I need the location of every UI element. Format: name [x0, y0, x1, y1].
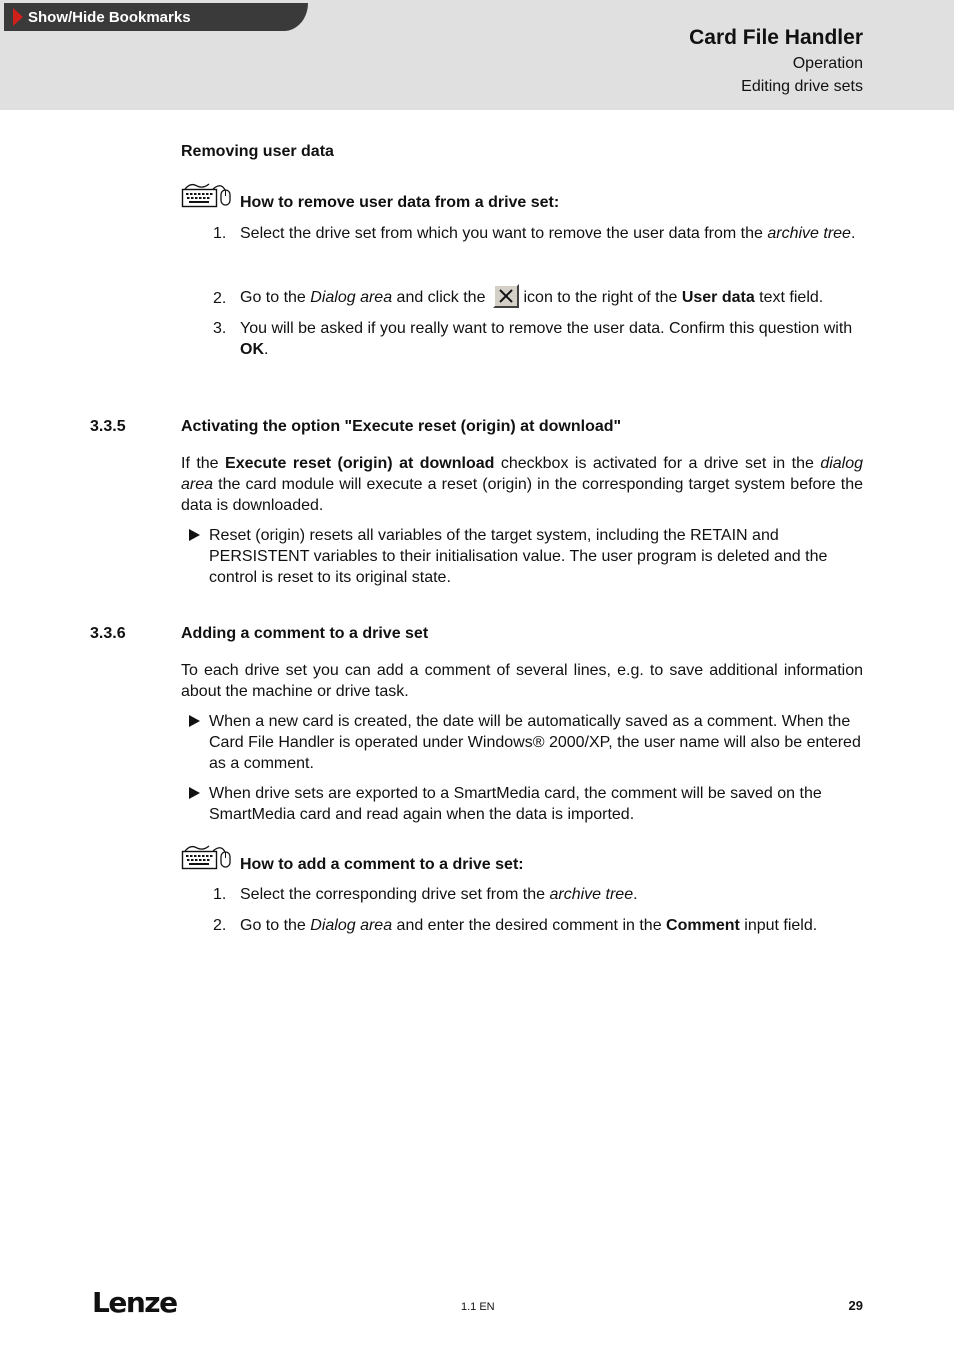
section-number-336: 3.3.6	[90, 625, 126, 642]
bookmarks-label: Show/Hide Bookmarks	[28, 8, 191, 26]
paragraph-335: If the Execute reset (origin) at download checkbox is activated for a drive set in the dialog area the card module will execute a reset (origin) in the corresponding target system before the data is downloaded.	[181, 455, 864, 514]
step-number: 1.	[213, 886, 227, 903]
section-number-335: 3.3.5	[90, 418, 126, 435]
triangle-bullet-icon	[189, 529, 200, 541]
bullet-new-card-comment: When a new card is created, the date will be automatically saved as a comment. When the Card File Handler is operated under Windows® 2000/XP, the user name will also be entered as a comment.	[209, 713, 861, 772]
section-heading-remove-user-data: Removing user data	[181, 143, 334, 160]
page-number: 29	[848, 1298, 863, 1313]
howto-add-comment: How to add a comment to a drive set:	[240, 856, 524, 873]
step-number: 1.	[213, 225, 227, 242]
section-title-336: Adding a comment to a drive set	[181, 625, 429, 642]
section-title-335: Activating the option "Execute reset (origin) at download"	[181, 418, 622, 435]
delete-x-icon[interactable]	[493, 284, 519, 308]
step-number: 2.	[213, 290, 227, 307]
bullet-reset-origin: Reset (origin) resets all variables of the target system, including the RETAIN and PERSISTENT variables to their initialisation value. The user program is deleted and the control is reset to its original state.	[209, 527, 828, 586]
triangle-bullet-icon	[189, 715, 200, 727]
bullet-smartmedia-comment: When drive sets are exported to a SmartMedia card, the comment will be saved on the SmartMedia card and read again when the data is imported.	[209, 785, 822, 823]
triangle-bullet-icon	[189, 787, 200, 799]
step-1-comment: Select the corresponding drive set from the archive tree.	[240, 886, 638, 903]
header-title: Card File Handler	[689, 26, 863, 49]
keyboard-mouse-icon	[181, 180, 233, 210]
show-hide-bookmarks-button[interactable]	[4, 3, 308, 31]
step-2-comment: Go to the Dialog area and enter the desired comment in the Comment input field.	[240, 917, 818, 934]
keyboard-mouse-icon	[181, 842, 233, 872]
triangle-right-icon	[13, 8, 23, 26]
header-subtitle-chapter: Operation	[792, 55, 863, 72]
step-number: 2.	[213, 917, 227, 934]
lenze-logo: Lenze	[92, 1286, 177, 1319]
document-version: 1.1 EN	[461, 1301, 495, 1313]
header-subtitle-section: Editing drive sets	[741, 78, 863, 95]
step-3-remove: You will be asked if you really want to remove the user data. Confirm this question with OK.	[240, 320, 853, 358]
step-1-remove: Select the drive set from which you want to remove the user data from the archive tree.	[240, 225, 856, 242]
paragraph-336: To each drive set you can add a comment of several lines, e.g. to save additional information about the machine or drive task.	[181, 662, 863, 700]
step-2-remove: Go to the Dialog area and click the icon to the right of the User data text field.	[240, 282, 870, 314]
howto-remove-user-data: How to remove user data from a drive set:	[240, 194, 560, 211]
step-number: 3.	[213, 320, 227, 337]
